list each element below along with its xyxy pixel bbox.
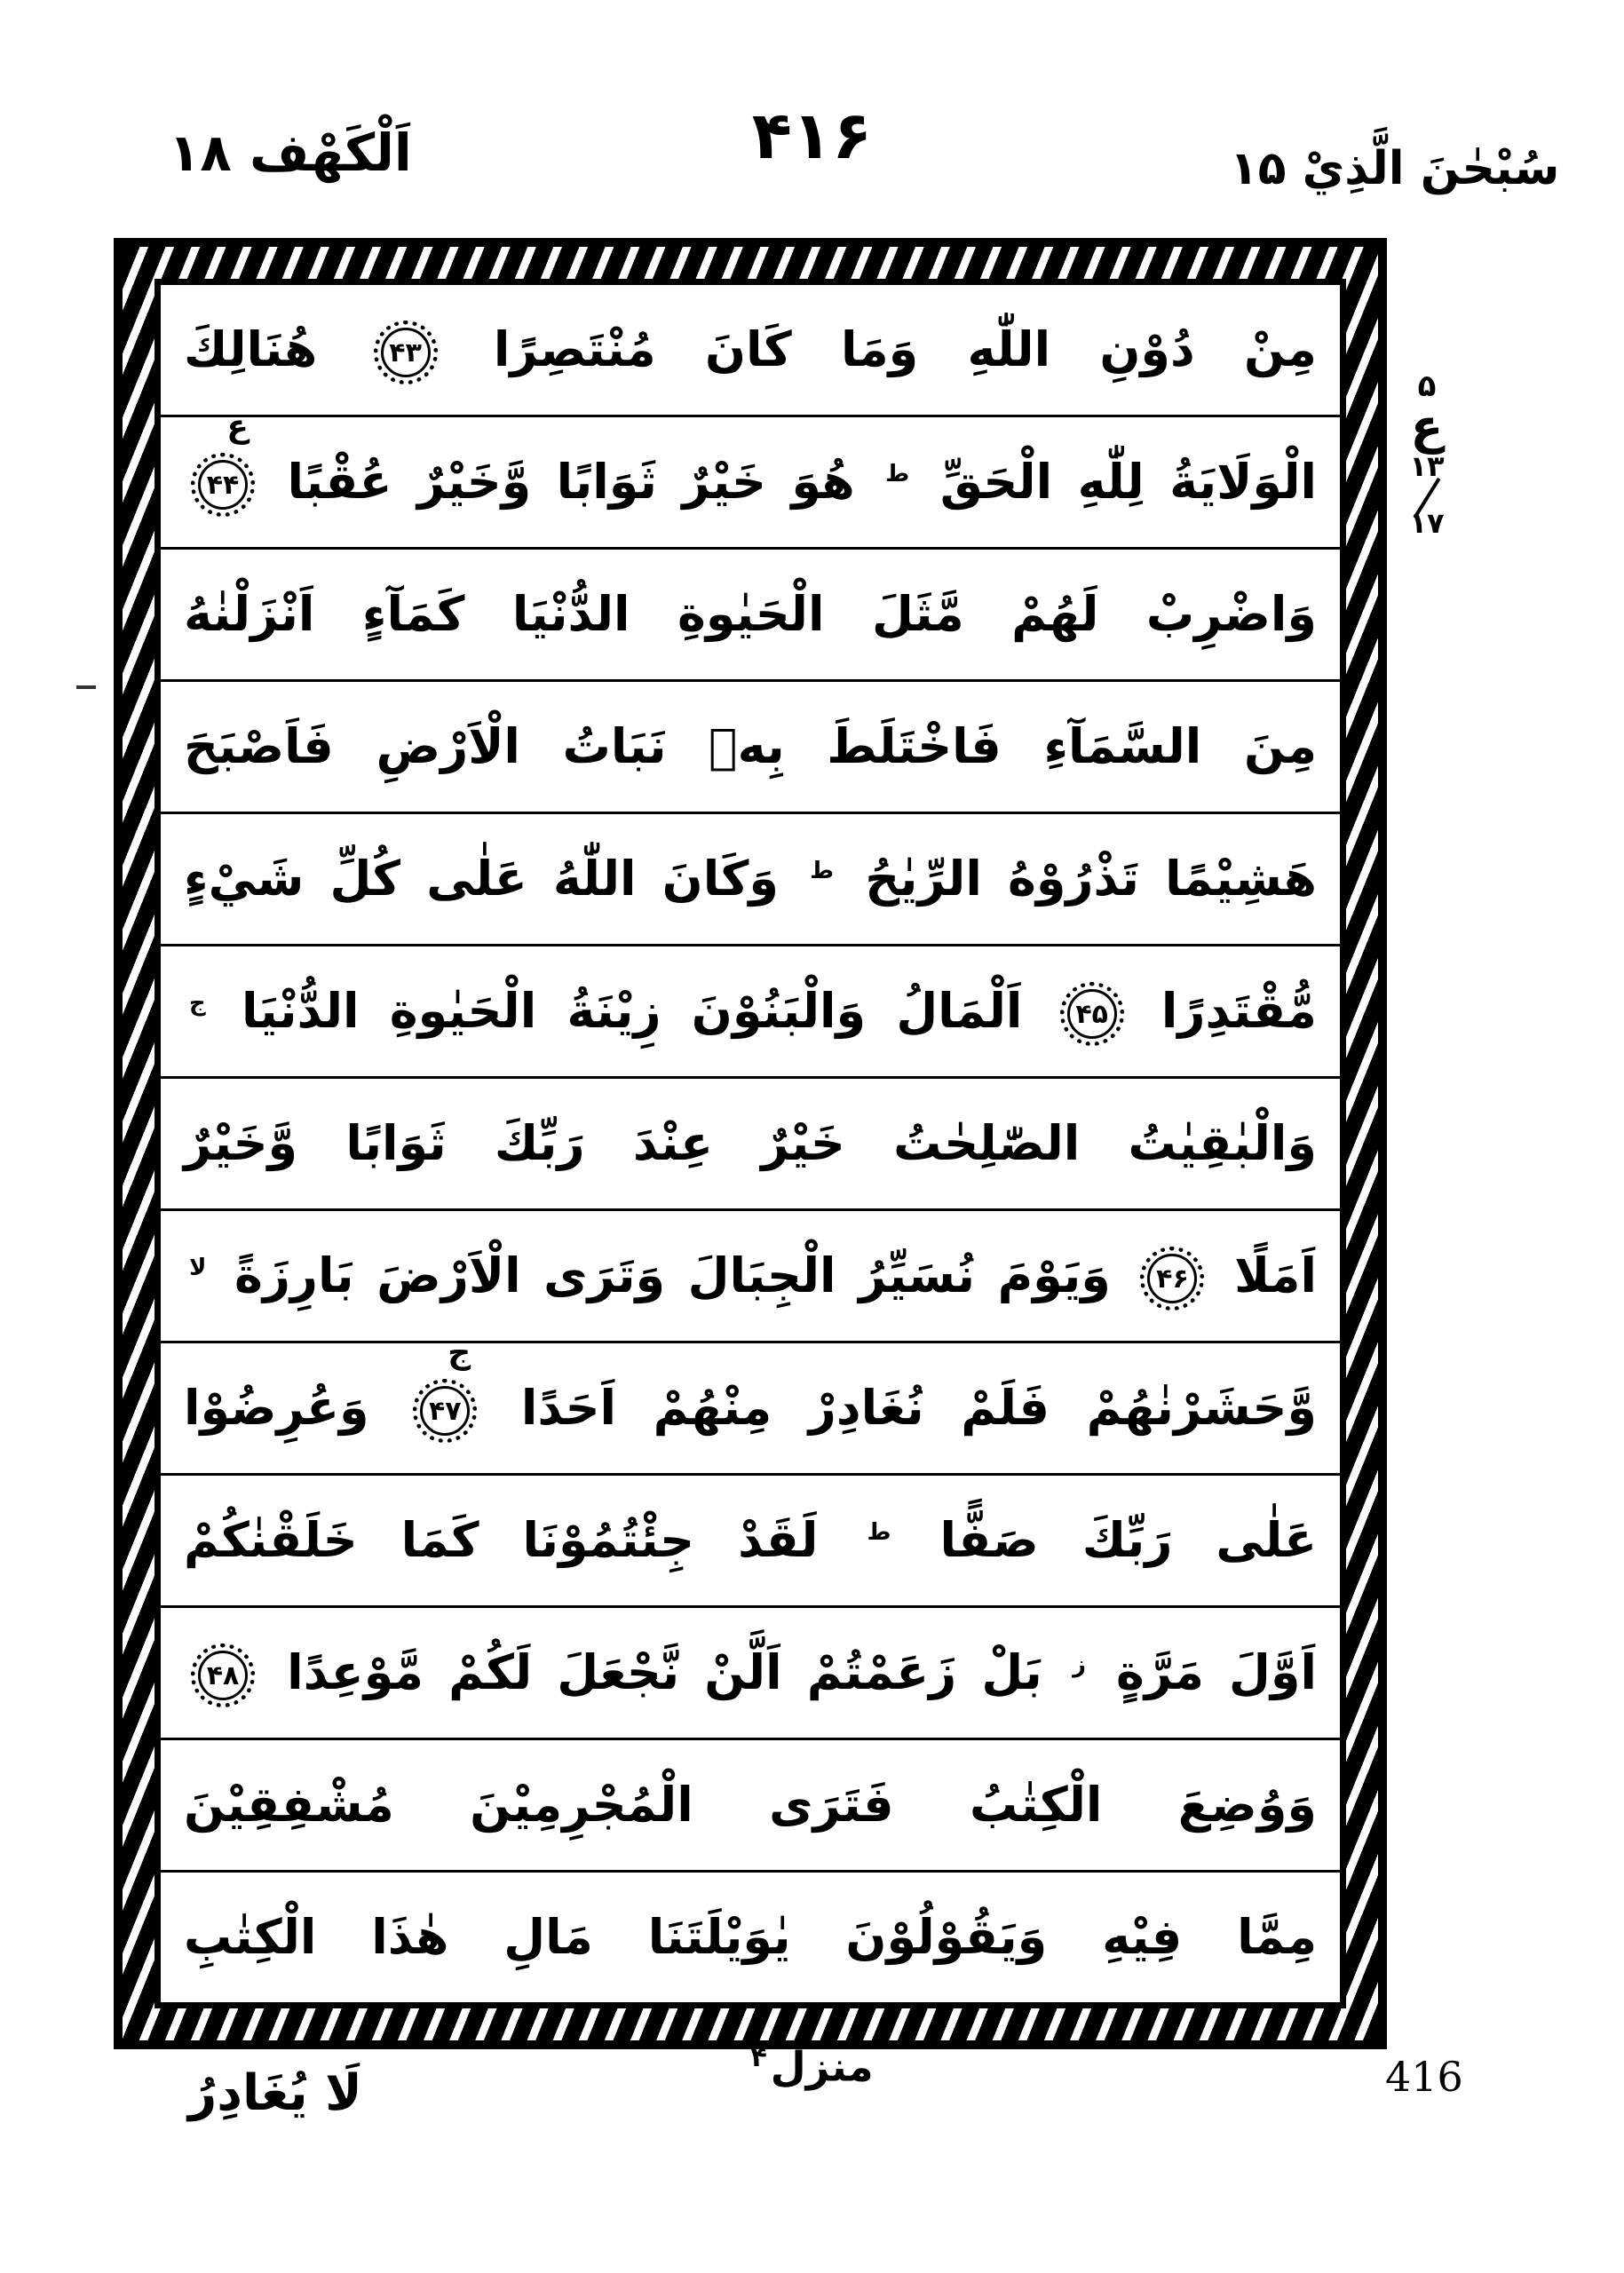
ayah-text: اَوَّلَ مَرَّةٍ xyxy=(1116,1644,1317,1700)
page-number-arabic: ۴۱۶ xyxy=(751,98,873,174)
ayah-text: مِنْ دُوْنِ اللّٰهِ وَمَا كَانَ مُنْتَصِرًا xyxy=(493,321,1317,377)
ayah-text: لَقَدْ جِئْتُمُوْنَا كَمَا خَلَقْنٰكُمْ xyxy=(184,1512,819,1568)
pause-mark: لا xyxy=(189,1255,207,1281)
decorative-border-frame xyxy=(114,238,1387,2049)
quran-line-3 xyxy=(161,550,1340,682)
verse-end-rosette xyxy=(191,408,255,517)
pause-mark: ط xyxy=(810,858,835,884)
manzil-word: منزل xyxy=(770,2042,874,2091)
quran-line-10 xyxy=(161,1476,1340,1608)
pause-mark: ط xyxy=(867,1519,891,1546)
ayah-text: وَعُرِضُوْا xyxy=(184,1380,369,1436)
quran-line-4 xyxy=(161,682,1340,814)
ayah-text: مِنَ السَّمَآءِ فَاخْتَلَطَ بِهٖ نَبَاتُ الْاَرْضِ فَاَصْبَحَ xyxy=(184,718,1317,774)
verse-number: ۴۴ xyxy=(206,469,240,501)
ayah-text: وَوُضِعَ الْكِتٰبُ فَتَرَى الْمُجْرِمِيْنَ مُشْفِقِيْنَ xyxy=(184,1777,1317,1833)
pause-mark: ج xyxy=(189,990,206,1017)
ayah-text: اَمَلًا xyxy=(1234,1247,1317,1303)
ayah-text: وَيَوْمَ نُسَيِّرُ الْجِبَالَ وَتَرَى الْاَرْضَ بَارِزَةً xyxy=(234,1247,1111,1303)
quran-text-block xyxy=(154,279,1346,2008)
verse-number: ۴۳ xyxy=(389,337,422,368)
verse-end-rosette xyxy=(1140,1247,1204,1311)
verse-number: ۴۵ xyxy=(1075,998,1108,1030)
ruku-top-number: ۵ xyxy=(1417,368,1437,404)
quran-line-2 xyxy=(161,408,1340,550)
ayah-text: وَالْبٰقِيٰتُ الصّٰلِحٰتُ خَيْرٌ عِنْدَ رَبِّكَ ثَوَابًا وَّخَيْرٌ xyxy=(184,1115,1317,1171)
quran-line-13 xyxy=(161,1873,1340,2002)
quran-line-7 xyxy=(161,1079,1340,1211)
margin-ruku-marker xyxy=(1392,368,1462,540)
ruku-bottom-number: ۱۷ xyxy=(1409,505,1445,540)
scan-mark xyxy=(76,685,96,689)
ayah-text: وَاضْرِبْ لَهُمْ مَّثَلَ الْحَيٰوةِ الدُّنْيَا كَمَآءٍ اَنْزَلْنٰهُ xyxy=(184,586,1317,642)
quran-line-8 xyxy=(161,1211,1340,1343)
marker-top-letter: ج xyxy=(448,1334,471,1372)
verse-end-rosette xyxy=(413,1334,477,1443)
manzil-number: ۴ xyxy=(750,2042,767,2073)
quran-line-12 xyxy=(161,1740,1340,1873)
ayah-text: مُّقْتَدِرًا xyxy=(1161,983,1317,1039)
verse-number: ۴۸ xyxy=(206,1659,240,1691)
catchword: لَا يُغَادِرُ xyxy=(188,2064,362,2122)
verse-end-rosette xyxy=(191,1643,255,1707)
manzil-label xyxy=(750,2042,873,2090)
ayah-text: وَّحَشَرْنٰهُمْ فَلَمْ نُغَادِرْ مِنْهُمْ اَحَدًا xyxy=(520,1380,1317,1436)
ornament-band xyxy=(123,247,1378,2040)
ayah-text: الْوَلَايَةُ لِلّٰهِ الْحَقِّ xyxy=(939,454,1317,510)
marker-top-letter: ع xyxy=(226,408,249,446)
juz-name-header: سُبْحٰنَ الَّذِيْ ۱۵ xyxy=(1230,142,1560,195)
ayah-text: بَلْ زَعَمْتُمْ اَلَّنْ نَّجْعَلَ لَكُمْ مَّوْعِدًا xyxy=(287,1644,1042,1700)
ruku-middle-number: ۱۳ xyxy=(1409,448,1445,483)
ayah-text: عَلٰى رَبِّكَ صَفًّا xyxy=(939,1512,1317,1568)
verse-number: ۴۶ xyxy=(1156,1263,1189,1295)
ayah-text: مِمَّا فِيْهِ وَيَقُوْلُوْنَ يٰوَيْلَتَنَا مَالِ هٰذَا الْكِتٰبِ xyxy=(184,1909,1317,1965)
ayah-text: اَلْمَالُ وَالْبَنُوْنَ زِيْنَةُ الْحَيٰوةِ الدُّنْيَا xyxy=(241,983,1023,1039)
verse-end-rosette xyxy=(1060,982,1124,1046)
ruku-ain-symbol: ع xyxy=(1410,398,1444,455)
pause-mark: ز xyxy=(1072,1651,1086,1678)
quran-line-11 xyxy=(161,1608,1340,1740)
quran-line-6 xyxy=(161,946,1340,1079)
ayah-text: هَشِيْمًا تَذْرُوْهُ الرِّيٰحُ xyxy=(865,851,1317,907)
quran-line-5 xyxy=(161,814,1340,946)
ayah-text: هُنَالِكَ xyxy=(184,321,318,377)
ayah-text: هُوَ خَيْرٌ ثَوَابًا وَّخَيْرٌ عُقْبًا xyxy=(287,454,855,510)
quran-line-9 xyxy=(161,1334,1340,1476)
ayah-text: وَكَانَ اللّٰهُ عَلٰى كُلِّ شَيْءٍ xyxy=(184,851,779,907)
pause-mark: ط xyxy=(885,461,910,487)
verse-end-rosette xyxy=(374,321,438,384)
surah-name-header: اَلْكَهْف ۱۸ xyxy=(169,123,412,183)
quran-line-1 xyxy=(161,285,1340,417)
page-number-latin: 416 xyxy=(1385,2053,1463,2101)
verse-number: ۴۷ xyxy=(428,1395,462,1427)
